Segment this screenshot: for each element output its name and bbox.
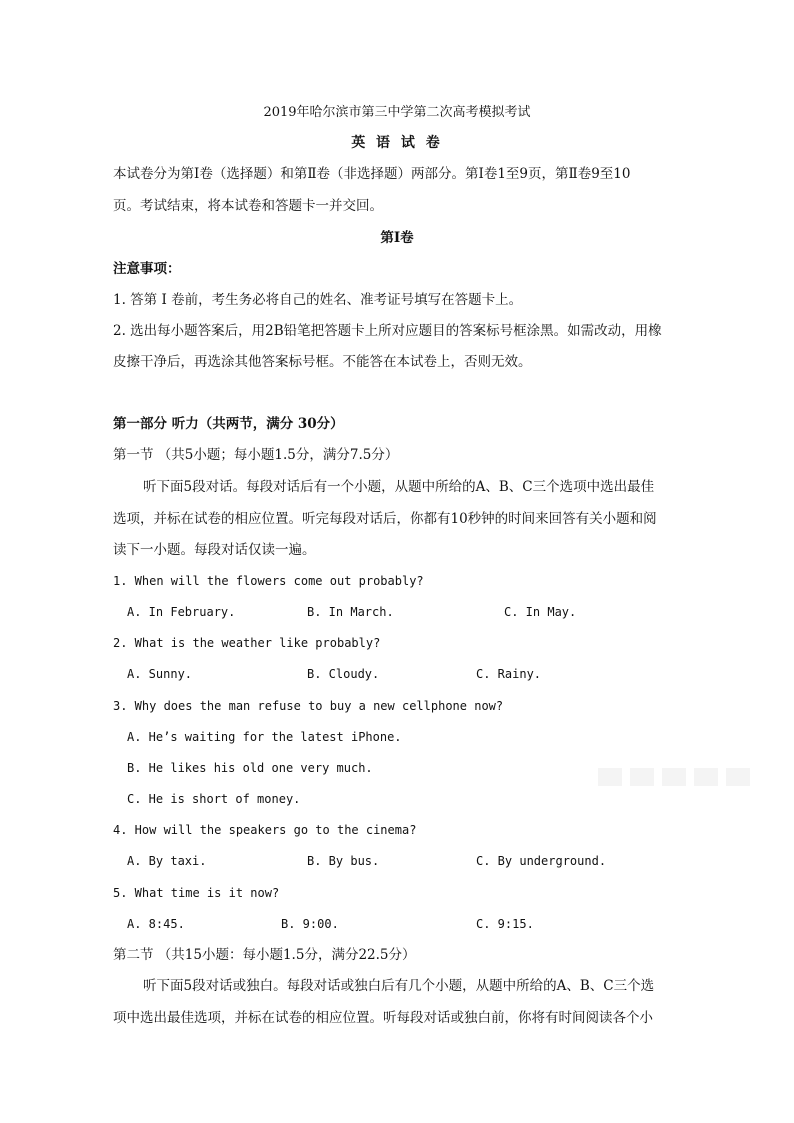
- question-3-option-c: C. He is short of money.: [127, 792, 301, 806]
- question-5-option-c: C. 9:15.: [476, 917, 534, 931]
- question-5: 5. What time is it now?: [113, 886, 280, 900]
- section1-instr-line-2: 选项，并标在试卷的相应位置。听完每段对话后，你都有10秒钟的时间来回答有关小题和阅: [113, 511, 657, 527]
- section2-instr-line-1: 听下面5段对话或独白。每段对话或独白后有几个小题，从题中所给的A、B、C三个选: [143, 978, 655, 994]
- section1-instr-line-3: 读下一小题。每段对话仅读一遍。: [113, 542, 316, 558]
- question-1-option-b: B. In March.: [307, 605, 394, 619]
- question-1-option-a: A. In February.: [127, 605, 236, 619]
- question-4: 4. How will the speakers go to the cinema?: [113, 823, 417, 837]
- notes-heading: 注意事项：: [113, 261, 181, 277]
- part1-heading: 第一部分 听力（共两节，满分 30分）: [113, 416, 344, 432]
- section2-instr-line-2: 项中选出最佳选项，并标在试卷的相应位置。听每段对话或独白前，你将有时间阅读各个小: [113, 1010, 653, 1026]
- question-4-option-b: B. By bus.: [307, 854, 380, 868]
- question-5-option-b: B. 9:00.: [281, 917, 339, 931]
- subject-title: 英 语 试 卷: [351, 135, 443, 151]
- exam-title: 2019年哈尔滨市第三中学第二次高考模拟考试: [263, 105, 531, 120]
- section1-heading: 第一节 （共5小题；每小题1.5分，满分7.5分）: [113, 447, 399, 463]
- question-4-option-a: A. By taxi.: [127, 854, 207, 868]
- question-5-option-a: A. 8:45.: [127, 917, 185, 931]
- question-1: 1. When will the flowers come out probably?: [113, 574, 424, 588]
- watermark-logo: [598, 762, 758, 792]
- question-1-option-c: C. In May.: [504, 605, 577, 619]
- question-3-option-b: B. He likes his old one very much.: [127, 761, 373, 775]
- intro-line-2: 页。考试结束，将本试卷和答题卡一并交回。: [113, 198, 383, 214]
- intro-line-1: 本试卷分为第Ⅰ卷（选择题）和第Ⅱ卷（非选择题）两部分。第Ⅰ卷1至9页，第Ⅱ卷9至10: [113, 166, 631, 182]
- section1-instr-line-1: 听下面5段对话。每段对话后有一个小题，从题中所给的A、B、C三个选项中选出最佳: [143, 479, 655, 495]
- note-item-2-line-2: 皮擦干净后，再选涂其他答案标号框。不能答在本试卷上，否则无效。: [113, 354, 532, 370]
- question-2-option-b: B. Cloudy.: [307, 667, 380, 681]
- question-4-option-c: C. By underground.: [476, 854, 607, 868]
- section2-heading: 第二节 （共15小题：每小题1.5分，满分22.5分）: [113, 947, 416, 963]
- question-3-option-a: A. He’s waiting for the latest iPhone.: [127, 730, 402, 744]
- note-item-2-line-1: 2. 选出每小题答案后，用2B铅笔把答题卡上所对应题目的答案标号框涂黑。如需改动，用橡: [113, 323, 662, 339]
- question-2-option-a: A. Sunny.: [127, 667, 193, 681]
- question-3: 3. Why does the man refuse to buy a new cellphone now?: [113, 699, 504, 713]
- note-item-1: 1. 答第 Ⅰ 卷前，考生务必将自己的姓名、准考证号填写在答题卡上。: [113, 292, 523, 308]
- question-2: 2. What is the weather like probably?: [113, 636, 381, 650]
- question-2-option-c: C. Rainy.: [476, 667, 542, 681]
- volume-title: 第Ⅰ卷: [380, 230, 414, 246]
